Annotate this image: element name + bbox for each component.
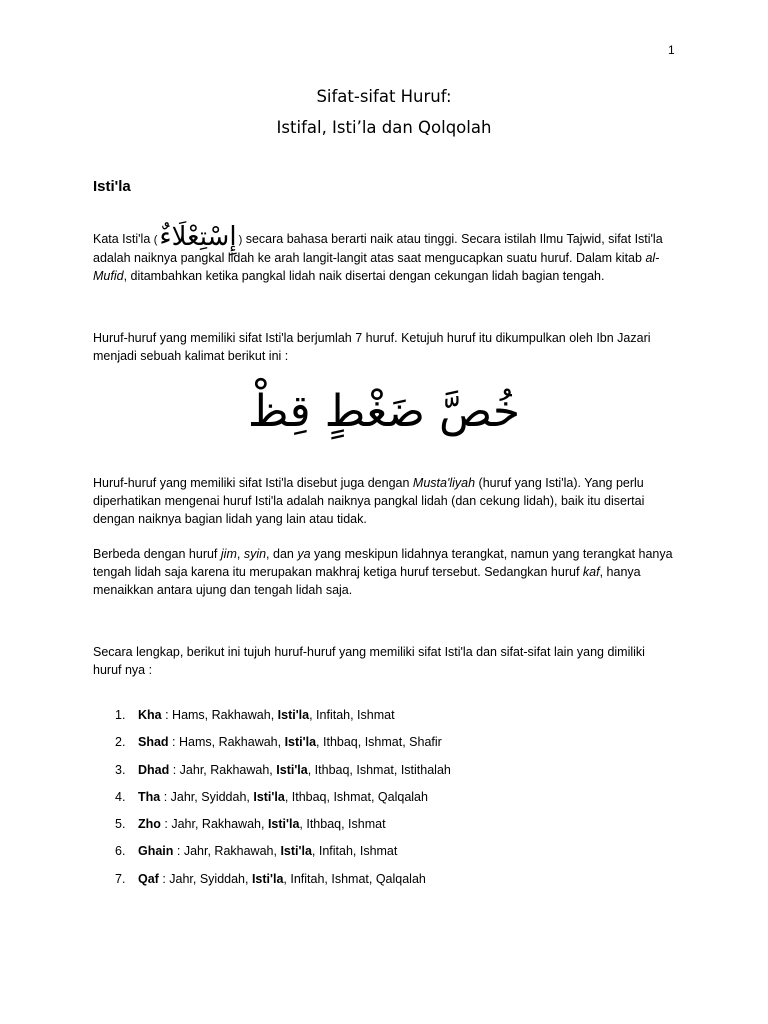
text-run: yang meskipun lidahnya terangkat, namun yang terangkat hanya tengah lidah saja karena itu merupakan makhraj ketiga huruf tersebut. Sedangkan huruf [93, 547, 673, 579]
text-run: : Hams, Rakhawah, [161, 708, 278, 722]
bold-term: Isti'la [276, 762, 308, 777]
text-run: : Jahr, Rakhawah, [160, 817, 268, 832]
list-number: 1. [115, 708, 126, 722]
paragraph-definition [93, 222, 675, 285]
letter-name: Tha [138, 789, 161, 804]
list-number: 6. [115, 844, 126, 859]
list-item [93, 706, 451, 733]
bold-term: Isti'la [253, 789, 285, 804]
text-run: : Jahr, Syiddah, [158, 871, 252, 886]
text-run: , Infitah, Ishmat [311, 844, 398, 859]
letter-name: Kha [138, 708, 162, 722]
page-number: 1 [668, 43, 675, 57]
letter-name: Zho [138, 817, 161, 832]
paren-close: ) [238, 234, 243, 246]
list-number: 2. [115, 735, 126, 750]
text-run: : Hams, Rakhawah, [168, 735, 285, 750]
list-number: 3. [115, 762, 126, 777]
italic-term: kaf [582, 565, 600, 579]
bold-term: Isti'la [280, 844, 312, 859]
paren-open: ( [153, 234, 158, 246]
list-number: 5. [115, 817, 126, 832]
document-subtitle: Istifal, Isti’la dan Qolqolah [276, 118, 492, 137]
list-item [93, 761, 451, 788]
list-number: 4. [115, 789, 126, 804]
section-heading: Isti'la [93, 178, 131, 195]
text-run: Berbeda dengan huruf [93, 547, 221, 561]
letter-name: Dhad [138, 762, 170, 777]
letter-name: Ghain [138, 844, 174, 859]
italic-term: syin [243, 547, 267, 561]
text-run: (huruf yang Isti'la). Yang perlu diperhatikan mengenai huruf Isti'la adalah naiknya pangkal lidah (dan cekung lidah), baik itu disertai dengan naiknya bagian lidah yang lain atau tidak. [93, 476, 645, 526]
text-run: , Ithbaq, Ishmat [299, 817, 386, 832]
text-run: , Infitah, Ishmat [309, 708, 395, 722]
paragraph-comparison [93, 545, 675, 599]
text-run: Kata Isti'la [93, 232, 154, 246]
arabic-word-istila: إِسْتِعْلَاءٌ [159, 222, 237, 252]
bold-term: Isti'la [251, 871, 284, 886]
paragraph-mustaliyah [93, 474, 675, 528]
text-run: : Jahr, Rakhawah, [173, 844, 281, 859]
paragraph-count: Huruf-huruf yang memiliki sifat Isti'la berjumlah 7 huruf. Ketujuh huruf itu dikumpulkan oleh Ibn Jazari menjadi sebuah kalimat berikut ini : [93, 331, 651, 363]
document-title: Sifat-sifat Huruf: [316, 87, 452, 106]
letter-name: Shad [138, 735, 169, 750]
letters-list [93, 706, 451, 897]
list-item [93, 788, 451, 815]
list-item [93, 733, 451, 760]
text-run: , Ithbaq, Ishmat, Shafir [316, 735, 442, 750]
text-run: : Jahr, Rakhawah, [169, 762, 277, 777]
list-number: 7. [115, 871, 126, 886]
bold-term: Isti'la [284, 735, 317, 750]
text-run: , dan [266, 547, 298, 561]
paragraph-list-intro: Secara lengkap, berikut ini tujuh huruf-huruf yang memiliki sifat Isti'la dan sifat-sifat lain yang dimiliki huruf nya : [93, 645, 645, 677]
text-run: secara bahasa berarti naik atau tinggi. Secara istilah Ilmu Tajwid, sifat Isti'la adalah naiknya pangkal lidah ke arah langit-langit atas saat mengucapkan suatu huruf. Dalam kitab [93, 232, 663, 265]
bold-term: Isti'la [277, 708, 310, 722]
italic-term: ya [297, 547, 311, 561]
bold-term: Isti'la [267, 817, 300, 832]
text-run: , Ithbaq, Ishmat, Qalqalah [284, 789, 428, 804]
text-run: , ditambahkan ketika pangkal lidah naik disertai dengan cekungan lidah bagian tengah. [123, 269, 605, 283]
list-item [93, 842, 451, 869]
arabic-phrase: خُصَّ ضَغْطٍ قِظْ [247, 386, 521, 437]
italic-term: jim [220, 547, 237, 561]
text-run: , Ithbaq, Ishmat, Istithalah [307, 762, 451, 777]
letter-name: Qaf [138, 871, 159, 886]
text-run: , [236, 547, 244, 561]
list-item [93, 870, 451, 897]
italic-term: al-Mufid [93, 251, 660, 283]
text-run: Huruf-huruf yang memiliki sifat Isti'la disebut juga dengan [93, 476, 413, 490]
text-run: , Infitah, Ishmat, Qalqalah [283, 871, 426, 886]
italic-term: Musta'liyah [412, 476, 476, 490]
list-item [93, 815, 451, 842]
text-run: : Jahr, Syiddah, [160, 789, 254, 804]
text-run: , hanya menaikkan antara ujung dan tengah lidah saja. [93, 565, 641, 597]
